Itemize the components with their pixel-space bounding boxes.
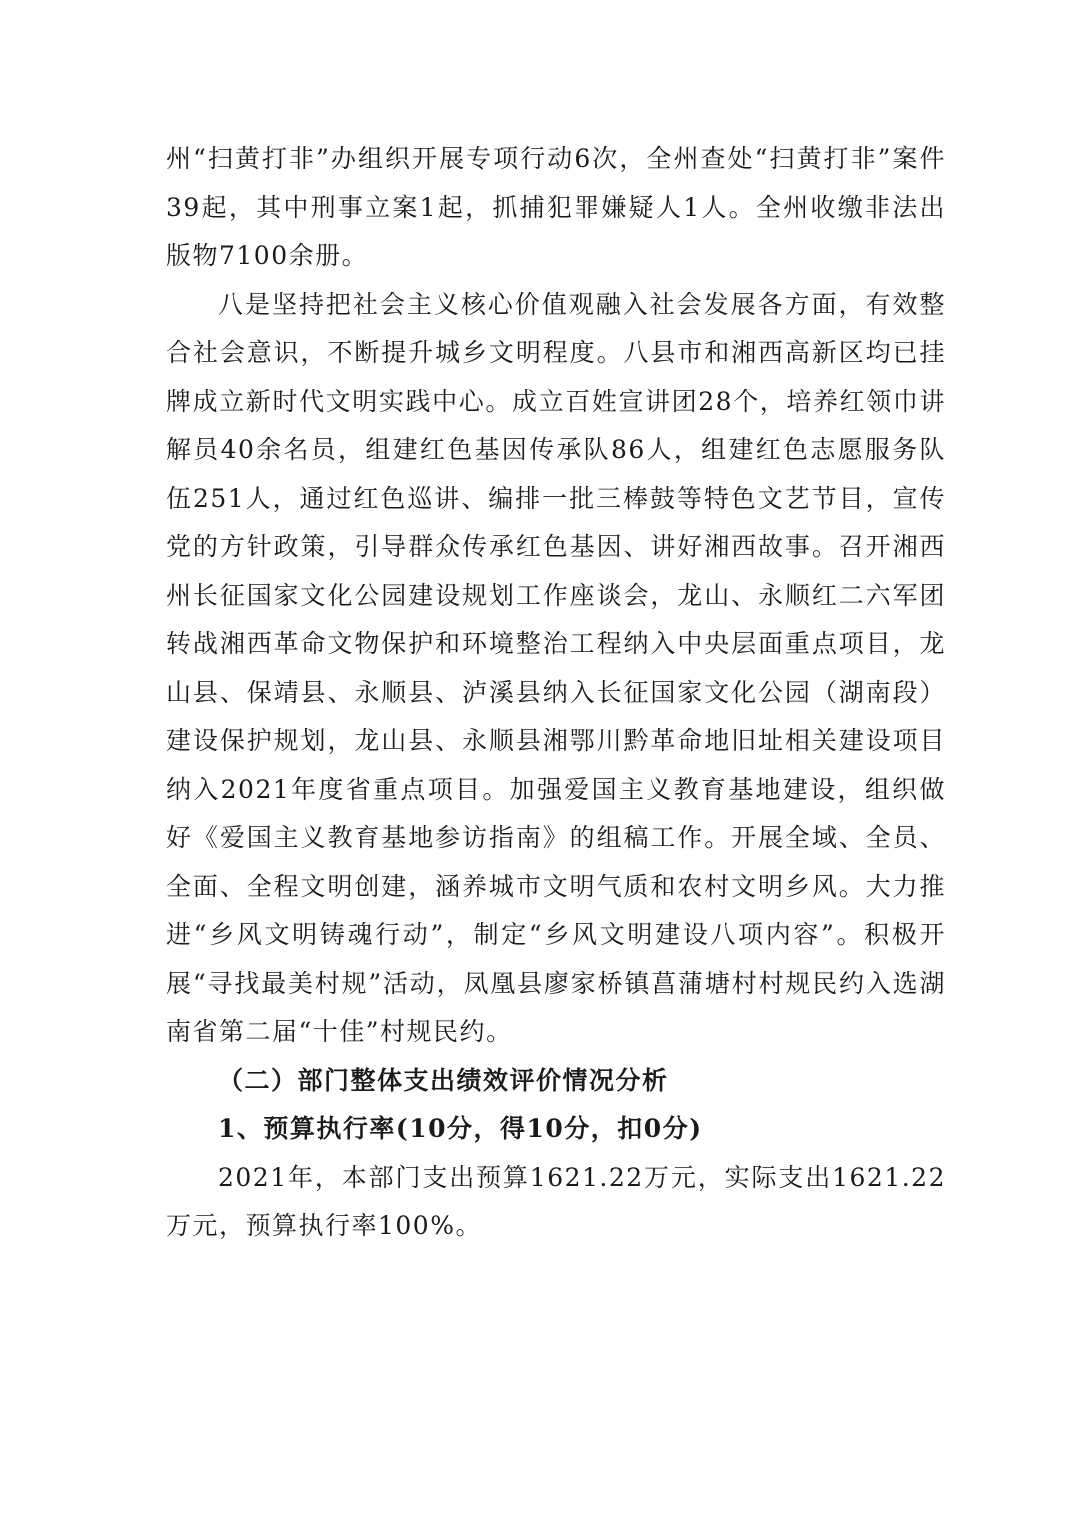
paragraph-civilization: 八是坚持把社会主义核心价值观融入社会发展各方面，有效整合社会意识，不断提升城乡文明程度。八县市和湘西高新区均已挂牌成立新时代文明实践中心。成立百姓宣讲团28个，培养红领巾讲解员40余名员，组建红色基因传承队86人，组建红色志愿服务队伍251人，通过红色巡讲、编排一批三棒鼓等特色文艺节目，宣传党的方针政策，引导群众传承红色基因、讲好湘西故事。召开湘西州长征国家文化公园建设规划工作座谈会，龙山、永顺红二六军团转战湘西革命文物保护和环境整治工程纳入中央层面重点项目，龙山县、保靖县、永顺县、泸溪县纳入长征国家文化公园（湖南段）建设保护规划，龙山县、永顺县湘鄂川黔革命地旧址相关建设项目纳入2021年度省重点项目。加强爱国主义教育基地建设，组织做好《爱国主义教育基地参访指南》的组稿工作。开展全域、全员、全面、全程文明创建，涵养城市文明气质和农村文明乡风。大力推进“乡风文明铸魂行动”，制定“乡风文明建设八项内容”。积极开展“寻找最美村规”活动，凤凰县廖家桥镇菖蒲塘村村规民约入选湖南省第二届“十佳”村规民约。 <box>166 289 946 1046</box>
subsection-heading: 1、预算执行率(10分，得10分，扣0分) <box>218 1114 703 1143</box>
section-heading: （二）部门整体支出绩效评价情况分析 <box>218 1065 669 1095</box>
paragraph-budget: 2021年，本部门支出预算1621.22万元，实际支出1621.22万元，预算执行率100%。 <box>166 1162 946 1240</box>
paragraph-continuation: 州“扫黄打非”办组织开展专项行动6次，全州查处“扫黄打非”案件39起，其中刑事立案1起，抓捕犯罪嫌疑人1人。全州收缴非法出版物7100余册。 <box>166 144 946 270</box>
document-body <box>166 135 946 1251</box>
